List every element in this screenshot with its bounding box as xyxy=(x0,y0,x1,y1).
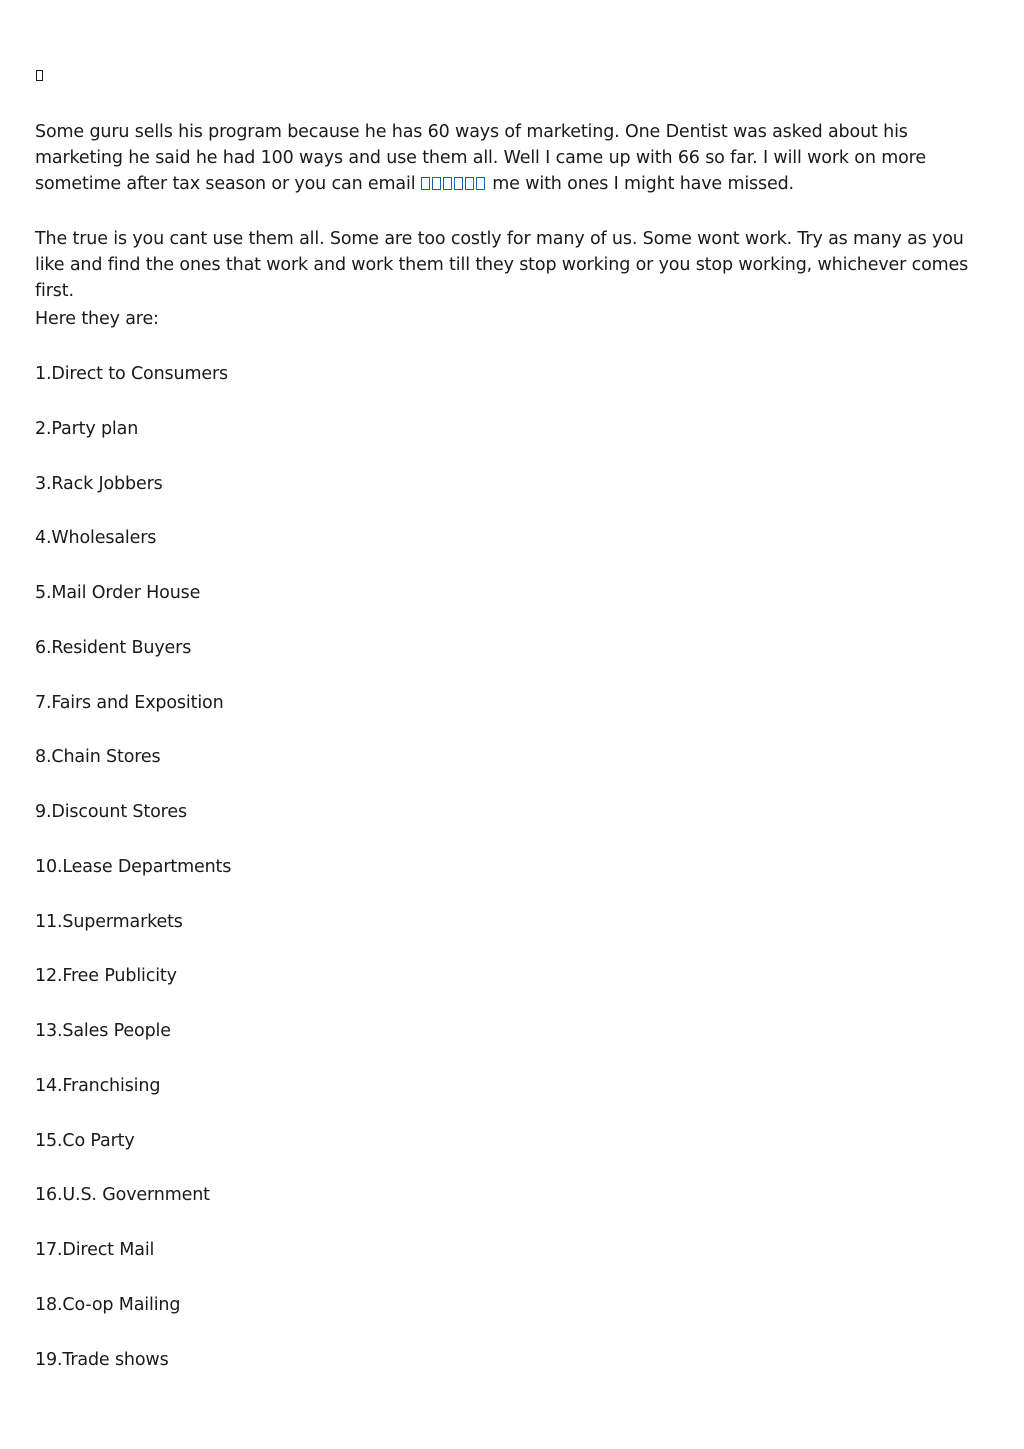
missing-glyph-icon xyxy=(465,177,474,190)
list-item: 19.Trade shows xyxy=(35,1349,169,1370)
list-item: 14.Franchising xyxy=(35,1075,161,1096)
advice-paragraph: The true is you cant use them all. Some are too costly for many of us. Some wont work. Try as many as you like and find the ones that work and work them till they stop working or you stop working, whichever comes first. xyxy=(35,229,969,301)
list-item: 15.Co Party xyxy=(35,1130,135,1151)
marketing-ways-list xyxy=(35,361,231,1401)
list-item: 6.Resident Buyers xyxy=(35,637,192,658)
list-item: 8.Chain Stores xyxy=(35,747,161,768)
intro-text-before-link: Some guru sells his program because he has 60 ways of marketing. One Dentist was asked about his marketing he said he had 100 ways and use them all. Well I came up with 66 so far. I will work on more sometime after tax season or you can email xyxy=(35,122,926,194)
email-link[interactable] xyxy=(421,171,487,197)
list-item: 3.Rack Jobbers xyxy=(35,473,163,494)
missing-glyph-icon xyxy=(421,177,430,190)
list-item: 11.Supermarkets xyxy=(35,911,183,932)
missing-glyph-icon xyxy=(454,177,463,190)
missing-glyph-icon xyxy=(432,177,441,190)
list-item: 13.Sales People xyxy=(35,1021,171,1041)
intro-paragraph xyxy=(35,119,995,197)
list-intro: Here they are: xyxy=(35,309,159,329)
list-item: 2.Party plan xyxy=(35,418,139,439)
list-item: 9.Discount Stores xyxy=(35,802,187,822)
list-item: 16.U.S. Government xyxy=(35,1185,210,1206)
list-item: 17.Direct Mail xyxy=(35,1240,155,1260)
missing-glyph-icon xyxy=(36,70,43,81)
missing-glyph-icon xyxy=(443,177,452,190)
list-item: 4.Wholesalers xyxy=(35,528,157,549)
list-item: 18.Co-op Mailing xyxy=(35,1294,181,1315)
list-item: 10.Lease Departments xyxy=(35,856,232,877)
list-item: 5.Mail Order House xyxy=(35,583,201,603)
intro-text-after-link: me with ones I might have missed. xyxy=(486,174,794,194)
missing-glyph-icon xyxy=(476,177,485,190)
list-item: 7.Fairs and Exposition xyxy=(35,692,224,713)
list-item: 12.Free Publicity xyxy=(35,966,177,987)
list-item: 1.Direct to Consumers xyxy=(35,364,228,384)
